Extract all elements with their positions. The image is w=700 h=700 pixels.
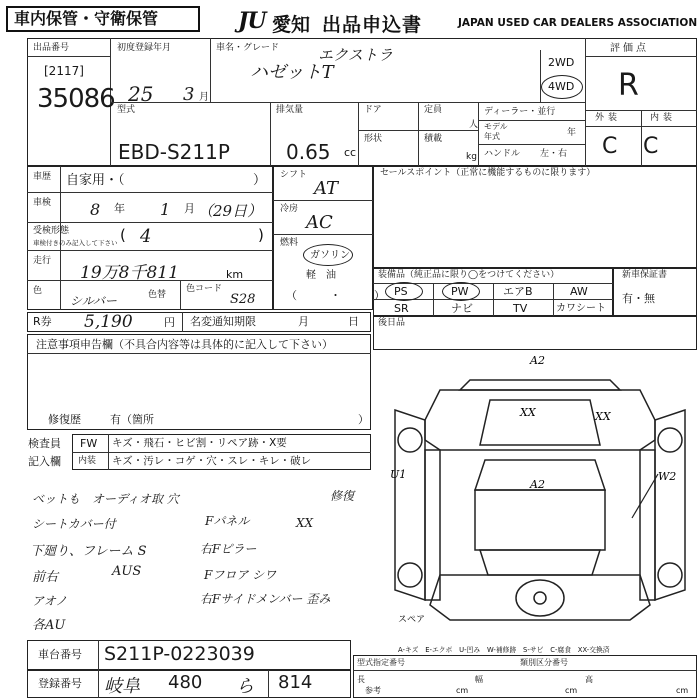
equip-navi: ナビ xyxy=(451,302,473,315)
rating-value: R xyxy=(618,68,639,103)
first-reg-month: 3 xyxy=(183,84,195,105)
recycle-unit: 円 xyxy=(164,316,175,329)
hw-note-13: 各AU xyxy=(32,618,66,633)
inspection-day: （29日） xyxy=(198,202,263,220)
diagram-spare: スペア xyxy=(398,615,426,625)
reg-form-paren-close: ) xyxy=(258,226,264,244)
displacement-value: 0.65 xyxy=(286,140,331,164)
hw-note-2: 修復 xyxy=(330,489,355,503)
plate-number: 480 xyxy=(168,672,203,693)
transfer-day: 日 xyxy=(348,315,359,328)
car-grade: ハゼットT xyxy=(250,62,334,83)
notes-label: 注意事項申告欄（不具合内容等は具体的に記入して下さい） xyxy=(36,338,333,351)
mileage-label: 走行 xyxy=(33,256,52,266)
lot-number: 35086 xyxy=(37,84,115,114)
fuel-gasoline: ガソリン xyxy=(310,250,350,261)
reg-form-paren: ( xyxy=(120,226,126,244)
size-width-unit: cm xyxy=(565,686,578,695)
capacity-label: 定員 xyxy=(424,105,443,115)
checker-row2: キズ・汚レ・コゲ・穴・スレ・キレ・破レ xyxy=(112,455,312,467)
color-value: シルバー xyxy=(70,294,117,308)
transfer-month: 月 xyxy=(298,315,309,328)
fuel-gasoline-circle xyxy=(303,244,353,266)
chassis-value: S211P-0223039 xyxy=(104,643,255,665)
inspection-label: 車検 xyxy=(33,198,52,208)
equip-pw-circle xyxy=(442,282,480,301)
class-spec-label: 類別区分番号 xyxy=(520,658,568,667)
recycle-label: R券 xyxy=(33,315,52,328)
chassis-label: 車台番号 xyxy=(38,648,82,661)
hw-note-5: XX xyxy=(296,516,314,530)
usage-label: 車歴 xyxy=(33,172,52,182)
equip-tv: TV xyxy=(513,302,528,315)
damage-legend: A-キズ E-エクボ U-凹み W-補修跡 S-サビ C-腐食 XX-交換済 xyxy=(398,646,610,654)
diagram-w2: W2 xyxy=(658,470,677,483)
size-length-unit: cm xyxy=(456,686,469,695)
shift-value: AT xyxy=(314,178,339,199)
equip-kawaseat: カワシート xyxy=(556,303,606,314)
handle-label: ハンドル xyxy=(484,149,521,159)
after-day-label: 後日品 xyxy=(378,318,406,328)
checker-label-2: 記入欄 xyxy=(28,455,61,468)
dealer-parallel: ディーラー・並行 xyxy=(484,107,556,117)
shape-label: 形状 xyxy=(364,134,383,144)
color-label: 色 xyxy=(33,286,43,296)
size-width-label: 幅 xyxy=(475,675,483,684)
inspection-year: 8 xyxy=(90,200,101,219)
displacement-unit: cc xyxy=(344,146,357,159)
inspection-year-unit: 年 xyxy=(114,202,125,215)
inspection-month: 1 xyxy=(160,200,171,219)
model-label: 型式 xyxy=(117,105,136,115)
color-change-label: 色替 xyxy=(148,290,167,300)
hw-note-10: Fフロア シワ xyxy=(204,568,277,582)
car-damage-diagram xyxy=(380,350,700,650)
recycle-value: 5,190 xyxy=(84,312,133,332)
repair-close: ） xyxy=(358,413,369,426)
model-year-label-2: 年式 xyxy=(484,132,500,141)
first-reg-year: 25 xyxy=(128,82,154,106)
usage-value: 自家用・（ xyxy=(66,173,125,188)
plate-label: 登録番号 xyxy=(38,677,82,690)
capacity-unit: 人 xyxy=(469,120,479,130)
handle-options: 左・右 xyxy=(540,149,568,159)
hw-note-7: 右Fピラー xyxy=(200,542,257,556)
diagram-a2-mid: A2 xyxy=(530,478,545,491)
drive-4wd: 4WD xyxy=(548,80,575,93)
usage-close: ） xyxy=(253,173,267,188)
equip-ps-circle xyxy=(385,282,423,301)
first-reg-label: 初度登録年月 xyxy=(117,43,172,53)
color-code-label: 色コード xyxy=(186,284,223,294)
hw-note-12: 右Fサイドメンバー 歪み xyxy=(200,592,331,606)
model-year-unit: 年 xyxy=(567,128,577,138)
rating-ext-label: 外装 xyxy=(595,113,622,123)
fuel-paren: （ ・ ） xyxy=(286,289,385,302)
model-value: EBD-S211P xyxy=(118,140,230,164)
size-height-unit: cm xyxy=(676,686,689,695)
diagram-u1: U1 xyxy=(390,468,407,481)
rating-label: 評価点 xyxy=(610,43,649,54)
prefecture-label: 愛知 xyxy=(272,14,311,36)
warranty-label: 新車保証書 xyxy=(622,270,668,280)
fuel-label: 燃料 xyxy=(280,238,299,248)
lot-label: 出品番号 xyxy=(33,43,70,53)
shift-label: シフト xyxy=(280,170,308,180)
association-name: JAPAN USED CAR DEALERS ASSOCIATION xyxy=(458,17,698,29)
drive-2wd: 2WD xyxy=(548,56,575,69)
storage-title: 車内保管・守衛保管 xyxy=(6,6,200,32)
lot-bracket: [2117] xyxy=(44,64,84,78)
aircon-label: 冷房 xyxy=(280,204,299,214)
hw-note-9: AUS xyxy=(112,564,142,579)
doors-label: ドア xyxy=(364,105,382,115)
ju-logo: JU xyxy=(238,8,266,34)
reg-form-label: 受検形態 xyxy=(33,226,70,236)
transfer-label: 名変通知期限 xyxy=(190,315,256,328)
plate-kana: ら xyxy=(236,676,254,697)
checker-interior: 内装 xyxy=(78,456,97,466)
equip-sr: SR xyxy=(394,302,409,315)
repair-value: 有（箇所 xyxy=(110,413,154,426)
diagram-xx-1: XX xyxy=(520,406,536,419)
load-label: 積載 xyxy=(424,134,443,144)
hw-note-1: ベットも オーディオ取 穴 xyxy=(32,492,179,506)
equip-pw: PW xyxy=(451,285,469,298)
first-reg-month-unit: 月 xyxy=(199,92,209,103)
load-unit: kg xyxy=(466,152,477,162)
diagram-a2-top: A2 xyxy=(530,354,545,367)
drive-4wd-circle xyxy=(541,75,583,99)
hw-note-8: 前右 xyxy=(32,570,59,585)
plate-region: 岐阜 xyxy=(104,676,140,697)
sales-point-block xyxy=(373,166,697,268)
car-name-label: 車名・グレード xyxy=(216,43,280,53)
size-length-label: 長 xyxy=(357,675,365,684)
model-year-label-1: モデル xyxy=(484,122,508,131)
mileage-unit: km xyxy=(226,268,244,281)
equip-aw: AW xyxy=(570,285,588,298)
size-height-label: 高 xyxy=(585,675,593,684)
equip-airbag: エアB xyxy=(503,285,533,298)
color-code: S28 xyxy=(230,292,256,307)
equipment-label: 装備品（純正品に限り◯をつけてください） xyxy=(378,270,560,280)
hw-note-3: シートカバー付 xyxy=(32,517,116,531)
after-day-block xyxy=(373,316,697,350)
type-spec-label: 型式指定番号 xyxy=(357,658,405,667)
hw-note-6: 下廻り、フレーム S xyxy=(30,544,147,559)
plate-serial: 814 xyxy=(278,672,313,693)
mileage-value: 19万8千811 xyxy=(80,263,179,283)
form-title: 出品申込書 xyxy=(322,14,423,36)
car-name: エクストラ xyxy=(318,46,393,64)
inspection-month-unit: 月 xyxy=(184,202,195,215)
repair-label: 修復歴 xyxy=(48,413,81,426)
checker-fw: FW xyxy=(80,437,98,450)
rating-ext: C xyxy=(602,134,618,159)
rating-int: C xyxy=(643,134,659,159)
checker-label-1: 検査員 xyxy=(28,437,61,450)
warranty-value: 有・無 xyxy=(622,292,655,305)
sales-point-label: セールスポイント（正常に機能するものに限ります） xyxy=(380,168,596,178)
hw-note-11: アオノ xyxy=(32,594,68,608)
checker-row1: キズ・飛石・ヒビ割・リペア跡・X要 xyxy=(112,437,287,449)
diagram-xx-2: XX xyxy=(595,410,611,423)
rating-int-label: 内装 xyxy=(650,113,677,123)
displacement-label: 排気量 xyxy=(276,105,304,115)
reference-label: 参考 xyxy=(365,686,381,695)
reg-form-value: 4 xyxy=(140,226,152,247)
fuel-diesel: 軽 油 xyxy=(306,270,336,281)
hw-note-4: Fパネル xyxy=(205,514,250,528)
aircon-value: AC xyxy=(306,212,333,233)
equip-ps: PS xyxy=(394,285,408,298)
reg-form-sub: 車検付きのみ記入して下さい xyxy=(33,239,118,247)
